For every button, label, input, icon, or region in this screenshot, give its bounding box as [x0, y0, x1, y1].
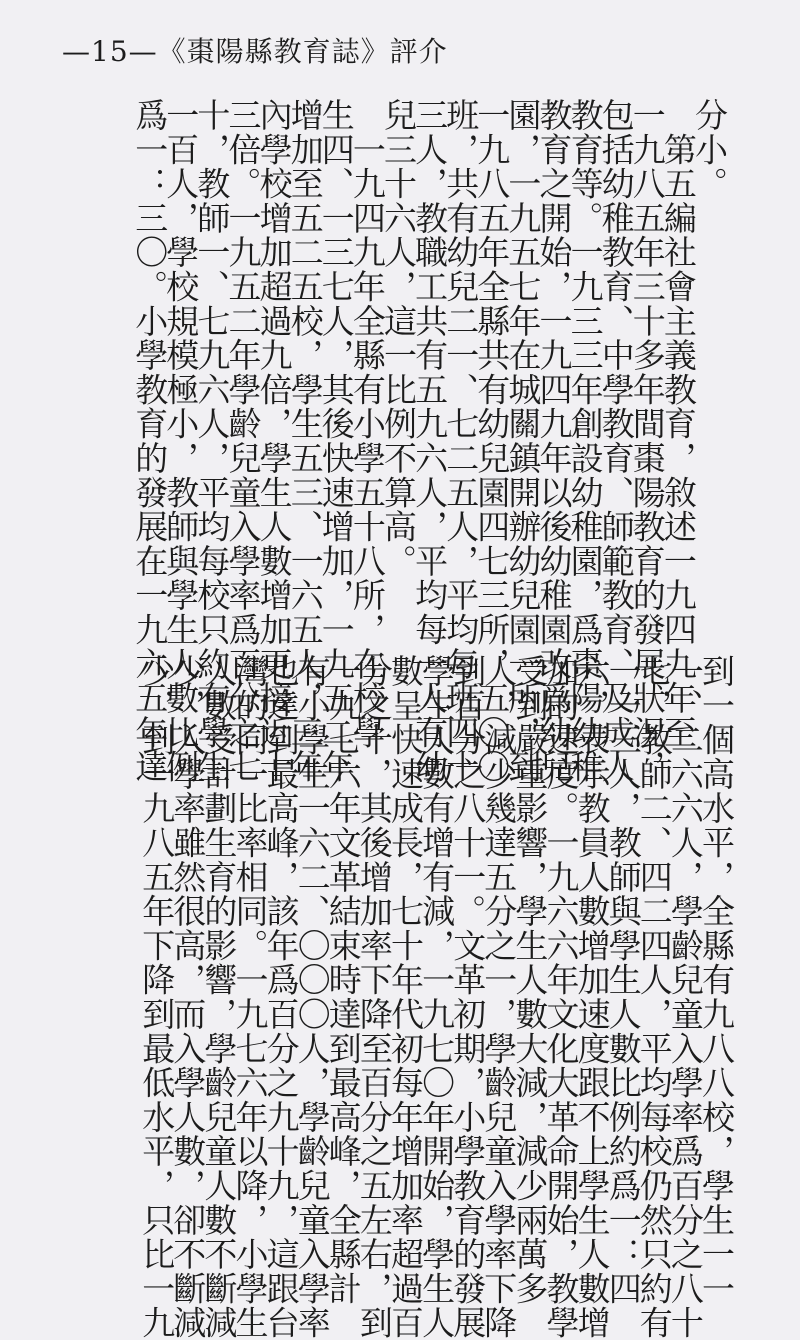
text-column: 生四、一三七人，其後快速增加，一九五二年: [316, 98, 356, 784]
text-column: 七，教師二、四二四人，平均每校仍然只約有: [634, 654, 674, 1340]
text-column: 班，共有幼兒二一、七二五人，平均每班四十: [441, 98, 481, 784]
text-column: 爲一：三〇。小學教育的發展在一九六五年達: [130, 98, 170, 784]
text-column: 三倍。一九五二年學齡兒童入學率爲百分之七: [223, 98, 263, 784]
text-column: 十，教師一、七九六人，平均每校只約有學生: [192, 98, 232, 784]
text-column: 到百分之八十一。文革初期，小學教育的發展: [448, 654, 488, 1340]
text-column: 內學校增加超過九倍，學生人數增加更接近十: [254, 98, 294, 784]
text-column: 兒三十六人，這一比例不算高。: [379, 98, 418, 579]
text-column: 也達到最高峰，該年爲百分之九十九，這跟台: [261, 654, 301, 1340]
text-column: 分小。: [690, 98, 729, 201]
text-column: 增加至五二五校，學生五三、一六五人，三年: [285, 98, 325, 784]
text-column: 到一個高水平，全縣有九八八校，學生一一: [697, 654, 736, 1306]
text-column: 人數受計劃生育的影響，學齡兒童人數不斷減: [199, 654, 239, 1340]
text-column: 第五編社會主義教育，敘述一九四九年至: [658, 98, 698, 750]
text-column: 有小學生一六二、〇〇〇人，學齡兒童入學率: [292, 654, 332, 1340]
page-header: —15—《棗陽縣教育誌》評介: [62, 35, 448, 68]
text-column: 灣的同一比率相同。一九七六年以降，小學生: [230, 654, 270, 1340]
text-column: 一一三人，教師與學生人數比例約爲一：四: [603, 654, 643, 1306]
text-column: 教育等。一九三三年創設幼稚園，爲棗陽幼稚: [565, 98, 605, 784]
text-column: 少，入學率雖然很高，而入學人數，卻不斷減: [168, 654, 208, 1340]
text-column: 少，到一九八五年下降到最低水平，只比一九: [137, 654, 177, 1340]
text-column: 園，一九五七年在城關鎮開辦幼兒園一所，到: [503, 98, 543, 784]
text-column: 一九七六年文革結束時達到最高峰，全縣計: [323, 654, 363, 1306]
text-column: 受到嚴重影響，學生人數大減，減少兩萬多: [510, 654, 550, 1306]
text-column: 數呈快速成長，七十年代初每年增加率超過百: [386, 654, 425, 1340]
text-column: 人，減少幾達五分之一，學齡兒童入學率下降: [479, 654, 519, 1340]
text-column: 一九四九年全縣有小學五十八所，在校學: [347, 98, 387, 750]
text-column: 教育之開始，一九四九年以後幼稚園改爲幼兒: [534, 98, 574, 784]
text-column: 六，表示教員人數增加速度跟不上學生人數增: [572, 654, 612, 1340]
text-column: 一百人，學校規模極小，教師與學生人數比例: [161, 98, 201, 784]
text-column: 一九八五年全縣共有幼兒園四七三所，五〇〇: [472, 98, 512, 784]
text-column: 包括幼稚教育、中學教育、師範教育、及成人: [596, 98, 636, 784]
text-column: 學生人數有增有減，一九七〇年開始，學生人: [417, 654, 457, 1340]
text-column: 一、二六六人，學齡兒童入學率爲百分之八十: [665, 654, 705, 1340]
text-column: 加的速度。一九六六年文化大革命開始，教學: [541, 654, 581, 1340]
text-column: 分之十，其後增加率下降至百分之五左右，到: [354, 654, 394, 1340]
text-column: 一九八五年三十多年間棗陽教育的發展狀況，: [627, 98, 667, 784]
text-column: 三人，教職工共有五九六人，平均每一人有幼: [410, 98, 450, 784]
